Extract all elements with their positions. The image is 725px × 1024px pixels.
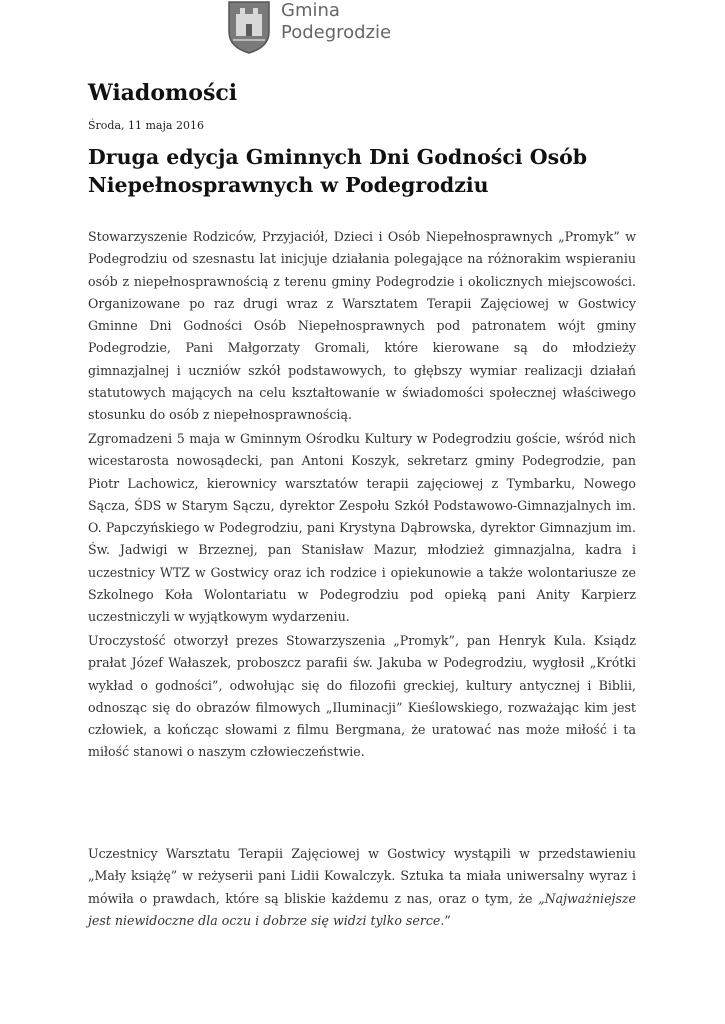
article-date: Środa, 11 maja 2016 — [88, 119, 204, 132]
article-paragraph-4 — [88, 843, 636, 932]
paragraph-4-text: Uczestnicy Warsztatu Terapii Zajęciowej w Gostwicy wystąpili w przedstawieniu „Mały książę” w reżyserii pani Lidii Kowalczyk. Sztuka ta miała uniwersalny wyraz i mówiła o prawdach, które są bliskie każdemu z nas, oraz o tym, że — [88, 846, 636, 906]
article-paragraph-1: Stowarzyszenie Rodziców, Przyjaciół, Dzieci i Osób Niepełnosprawnych „Promyk” w Podegrodziu od szesnastu lat inicjuje działania polegające na różnorakim wspieraniu osób z niepełnosprawnością z terenu gminy Podegrodzie i okolicznych miejscowości. Organizowane po raz drugi wraz z Warsztatem Terapii Zajęciowej w Gostwicy Gminne Dni Godności Osób Niepełnosprawnych pod patronatem wójt gminy Podegrodzie, Pani Małgorzaty Gromali, które kierowane są do młodzieży gimnazjalnej i uczniów szkół podstawowych, to głębszy wymiar realizacji działań statutowych mających na celu kształtowanie w świadomości społecznej właściwego stosunku do osób z niepełnosprawnością. — [88, 229, 636, 423]
site-logo[interactable] — [227, 0, 391, 54]
article-title: Druga edycja Gminnych Dni Godności Osób Niepełnosprawnych w Podegrodziu — [88, 145, 588, 197]
paragraph-4-quote: „Najważniejsze jest niewidoczne dla oczu i dobrze się widzi tylko serce — [88, 890, 636, 928]
logo-line-1: Gmina — [281, 0, 340, 21]
paragraph-4-end: .” — [440, 912, 451, 928]
article-paragraph-3: Uroczystość otworzył prezes Stowarzyszenia „Promyk”, pan Henryk Kula. Ksiądz prałat Józef Wałaszek, proboszcz parafii św. Jakuba w Podegrodziu, wygłosił „Krótki wykład o godności”, odwołując się do filozofii greckiej, kultury antycznej i Biblii, odnosząc się do obrazów filmowych „Iluminacji” Kieślowskiego, rozważając kim jest człowiek, a kończąc słowami z filmu Bergmana, że uratować nas może miłość i ta miłość stanowi o naszym człowieczeństwie. — [88, 633, 636, 760]
coat-of-arms-icon — [227, 0, 271, 54]
section-title: Wiadomości — [88, 80, 238, 106]
article-paragraph-2: Zgromadzeni 5 maja w Gminnym Ośrodku Kultury w Podegrodziu goście, wśród nich wicestarosta nowosądecki, pan Antoni Koszyk, sekretarz gminy Podegrodzie, pan Piotr Lachowicz, kierownicy warsztatów terapii zajęciowej z Tymbarku, Nowego Sącza, ŚDS w Starym Sączu, dyrektor Zespołu Szkół Podstawowo-Gimnazjalnych im. O. Papczyńskiego w Podegrodziu, pani Krystyna Dąbrowska, dyrektor Gimnazjum im. Św. Jadwigi w Brzeznej, pan Stanisław Mazur, młodzież gimnazjalna, kadra i uczestnicy WTZ w Gostwicy oraz ich rodzice i opiekunowie a także wolontariusze ze Szkolnego Koła Wolontariatu w Podegrodziu pod opieką pani Anity Karpierz uczestniczyli w wyjątkowym wydarzeniu. — [88, 431, 636, 625]
logo-line-2: Podegrodzie — [281, 22, 392, 43]
logo-text — [281, 0, 391, 44]
